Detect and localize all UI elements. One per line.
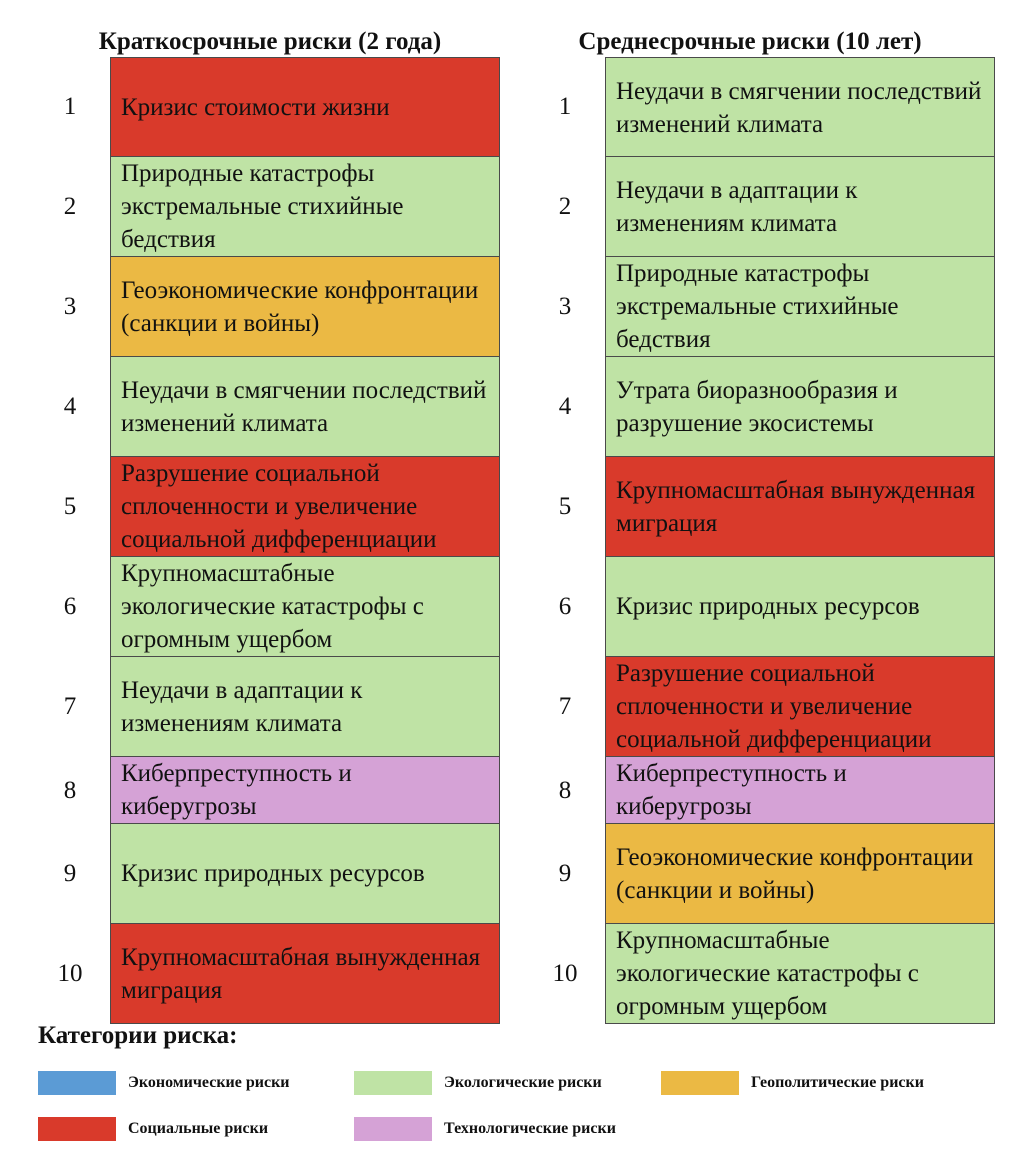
risk-rank: 1 <box>558 93 572 120</box>
risk-rank: 5 <box>558 493 572 520</box>
risk-rank: 7 <box>63 693 77 720</box>
risk-rank: 3 <box>558 293 572 320</box>
risk-cell <box>605 356 995 457</box>
risk-rank: 9 <box>558 860 572 887</box>
legend-label-social: Социальные риски <box>128 1120 269 1137</box>
risk-row <box>525 57 995 157</box>
risk-rank: 5 <box>63 493 77 520</box>
legend-title: Категории риска: <box>38 1022 238 1049</box>
risk-row <box>525 924 995 1024</box>
risk-text: Геоэкономические конфронтации (санкции и войны) <box>121 276 479 337</box>
risk-cell <box>605 556 995 657</box>
risk-cell <box>110 456 500 557</box>
risk-text: Кризис стоимости жизни <box>121 94 390 121</box>
medium-term-risk-list <box>525 57 995 1024</box>
risk-row <box>525 657 995 757</box>
short-term-title: Краткосрочные риски (2 года) <box>98 28 442 55</box>
legend-item-social <box>38 1117 268 1141</box>
risk-text: Крупномасштабная вынужденная миграция <box>616 476 976 537</box>
risk-row <box>30 457 500 557</box>
risk-text: Неудачи в адаптации к изменениям климата <box>121 676 363 737</box>
legend-item-geo <box>661 1071 924 1095</box>
risk-rank: 4 <box>558 393 572 420</box>
risk-rank: 9 <box>63 860 77 887</box>
risk-cell <box>605 156 995 257</box>
risk-rank: 7 <box>558 693 572 720</box>
legend-label-eco: Экологические риски <box>444 1074 602 1091</box>
legend-swatch-tech <box>354 1117 432 1141</box>
risk-row <box>30 57 500 157</box>
risk-text: Крупномасштабная вынужденная миграция <box>121 943 481 1004</box>
risk-text: Разрушение социальной сплоченности и увеличение социальной дифференциации <box>121 460 437 553</box>
risk-row <box>525 357 995 457</box>
risk-text: Киберпреступность и киберугрозы <box>121 760 352 820</box>
risk-row <box>525 757 995 824</box>
risk-rank: 3 <box>63 293 77 320</box>
risk-row <box>30 557 500 657</box>
risk-row <box>30 257 500 357</box>
risk-cell <box>110 556 500 657</box>
risk-row <box>30 157 500 257</box>
risk-cell <box>110 156 500 257</box>
risk-text: Крупномасштабные экологические катастрофы с огромным ущербом <box>616 927 919 1020</box>
risk-cell <box>605 756 995 824</box>
risk-rank: 8 <box>63 776 77 804</box>
risk-rank: 1 <box>63 93 77 120</box>
risk-cell <box>110 256 500 357</box>
risk-row <box>30 357 500 457</box>
risk-cell <box>605 256 995 357</box>
risk-cell <box>605 656 995 757</box>
risk-text: Природные катастрофы экстремальные стихийные бедствия <box>616 260 899 353</box>
risk-text: Кризис природных ресурсов <box>616 593 920 620</box>
risk-cell <box>605 923 995 1024</box>
medium-term-title: Среднесрочные риски (10 лет) <box>578 28 922 55</box>
legend-swatch-eco <box>354 1071 432 1095</box>
risk-text: Киберпреступность и киберугрозы <box>616 760 847 820</box>
risk-cell <box>110 356 500 457</box>
risk-cell <box>110 656 500 757</box>
legend-swatch-social <box>38 1117 116 1141</box>
risk-cell <box>110 923 500 1024</box>
risk-row <box>30 824 500 924</box>
legend-label-econ: Экономические риски <box>128 1074 290 1091</box>
risk-row <box>525 157 995 257</box>
risk-row <box>525 457 995 557</box>
risk-rank: 10 <box>57 960 83 987</box>
legend-label-geo: Геополитические риски <box>751 1074 924 1091</box>
risk-row <box>525 257 995 357</box>
risk-rank: 10 <box>552 960 578 987</box>
risk-rank: 6 <box>558 593 572 620</box>
risk-rank: 2 <box>63 193 77 220</box>
risk-cell <box>110 57 500 158</box>
risk-row <box>525 557 995 657</box>
risk-row <box>30 657 500 757</box>
risk-text: Кризис природных ресурсов <box>121 860 425 887</box>
risk-text: Крупномасштабные экологические катастрофы с огромным ущербом <box>121 560 424 653</box>
legend-item-econ <box>38 1071 290 1095</box>
risk-rank: 8 <box>558 776 572 804</box>
risk-text: Неудачи в смягчении последствий изменений климата <box>616 77 982 138</box>
risk-cell <box>605 57 995 158</box>
risk-text: Геоэкономические конфронтации (санкции и войны) <box>616 843 974 904</box>
risk-text: Неудачи в смягчении последствий изменений климата <box>121 376 487 437</box>
risk-cell <box>110 823 500 924</box>
risk-row <box>30 924 500 1024</box>
risk-row <box>30 757 500 824</box>
risk-rank: 6 <box>63 593 77 620</box>
risk-text: Природные катастрофы экстремальные стихийные бедствия <box>121 160 404 253</box>
risk-cell <box>110 756 500 824</box>
legend-label-tech: Технологические риски <box>444 1120 616 1137</box>
risk-cell <box>605 456 995 557</box>
risk-rank: 4 <box>63 393 77 420</box>
risk-cell <box>605 823 995 924</box>
risk-row <box>525 824 995 924</box>
risk-text: Неудачи в адаптации к изменениям климата <box>616 176 858 237</box>
risk-rank: 2 <box>558 193 572 220</box>
short-term-risk-list <box>30 57 500 1024</box>
legend-swatch-geo <box>661 1071 739 1095</box>
legend-item-eco <box>354 1071 602 1095</box>
risk-text: Разрушение социальной сплоченности и увеличение социальной дифференциации <box>616 660 932 753</box>
legend-swatch-econ <box>38 1071 116 1095</box>
risk-text: Утрата биоразнообразия и разрушение экосистемы <box>616 376 898 437</box>
legend-item-tech <box>354 1117 616 1141</box>
